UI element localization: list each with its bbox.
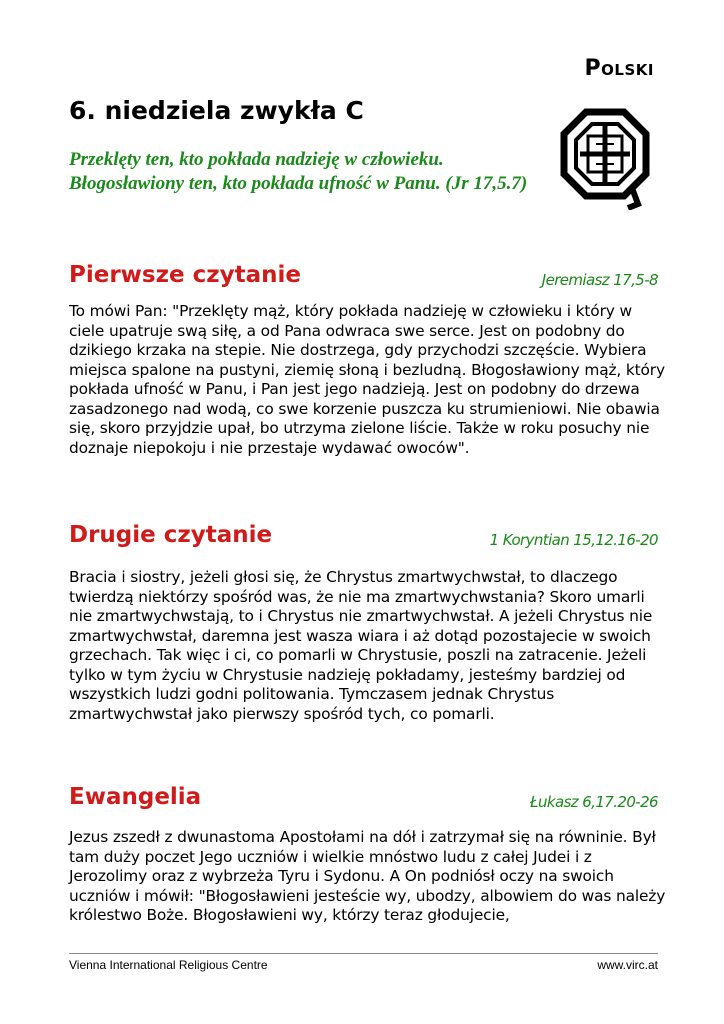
footer-divider	[69, 953, 658, 954]
motto-quote: Przeklęty ten, kto pokłada nadzieję w człowieku. Błogosławiony ten, kto pokłada ufność w Panu. (Jr 17,5.7)	[69, 149, 528, 194]
section-reference: Łukasz 6,17.20-26	[530, 793, 658, 811]
section-text: Bracia i siostry, jeżeli głosi się, że Chrystus zmartwychwstał, to dlaczego twierdzą niektórzy spośród was, że nie ma zmartwychwstania? Skoro umarli nie zmartwychwstają, to i Chrystus nie zmartwychwstał. A jeżeli Chrystus nie zmartwychwstał, daremna jest wasza wiara i aż dotąd pozostajecie w swoich grzechach. Tak więc i ci, co pomarli w Chrystusie, poszli na zatracenie. Jeżeli tylko w tym życiu w Chrystusie nadzieję pokładamy, jesteśmy bardziej od wszystkich ludzi godni politowania. Tymczasem jednak Chrystus zmartwychwstał jako pierwszy spośród tych, co pomarli.	[69, 568, 653, 723]
section-header-second-reading	[69, 522, 658, 552]
footer-organization: Vienna International Religious Centre	[69, 958, 268, 972]
page-title: 6. niedziela zwykła C	[69, 96, 364, 125]
section-header-gospel	[69, 784, 658, 814]
footer-website: www.virc.at	[597, 958, 658, 972]
virc-cross-emblem-icon	[560, 108, 650, 210]
section-text: To mówi Pan: "Przeklęty mąż, który pokłada nadzieję w człowieku i który w ciele upatruje swą siłę, a od Pana odwraca swe serce. Jest on podobny do dzikiego krzaka na stepie. Nie dostrzega, gdy przychodzi szczęście. Wybiera miejsca spalone na pustyni, ziemię słoną i bezludną. Błogosławiony mąż, który pokłada ufność w Panu, i Pan jest jego nadzieją. Jest on podobny do drzewa zasadzonego nad wodą, co swe korzenie puszcza ku strumieniowi. Nie obawia się, skoro przyjdzie upał, bo utrzyma zielone liście. Także w roku posuchy nie doznaje niepokoju i nie przestaje wydawać owoców".	[69, 302, 665, 457]
section-reference: 1 Koryntian 15,12.16-20	[489, 531, 658, 549]
section-title: Ewangelia	[69, 784, 202, 810]
language-label: Polski	[584, 56, 654, 81]
section-header-first-reading	[69, 262, 658, 292]
section-text: Jezus zszedł z dwunastoma Apostołami na dół i zatrzymał się na równinie. Był tam duży poczet Jego uczniów i wielkie mnóstwo ludu z całej Judei i z Jerozolimy oraz z wybrzeża Tyru i Sydonu. A On podniósł oczy na swoich uczniów i mówił: "Błogosławieni jesteście wy, ubodzy, albowiem do was należy królestwo Boże. Błogosławieni wy, którzy teraz głodujecie,	[69, 828, 666, 924]
section-reference: Jeremiasz 17,5-8	[541, 271, 658, 289]
section-title: Drugie czytanie	[69, 522, 273, 548]
section-title: Pierwsze czytanie	[69, 262, 301, 288]
